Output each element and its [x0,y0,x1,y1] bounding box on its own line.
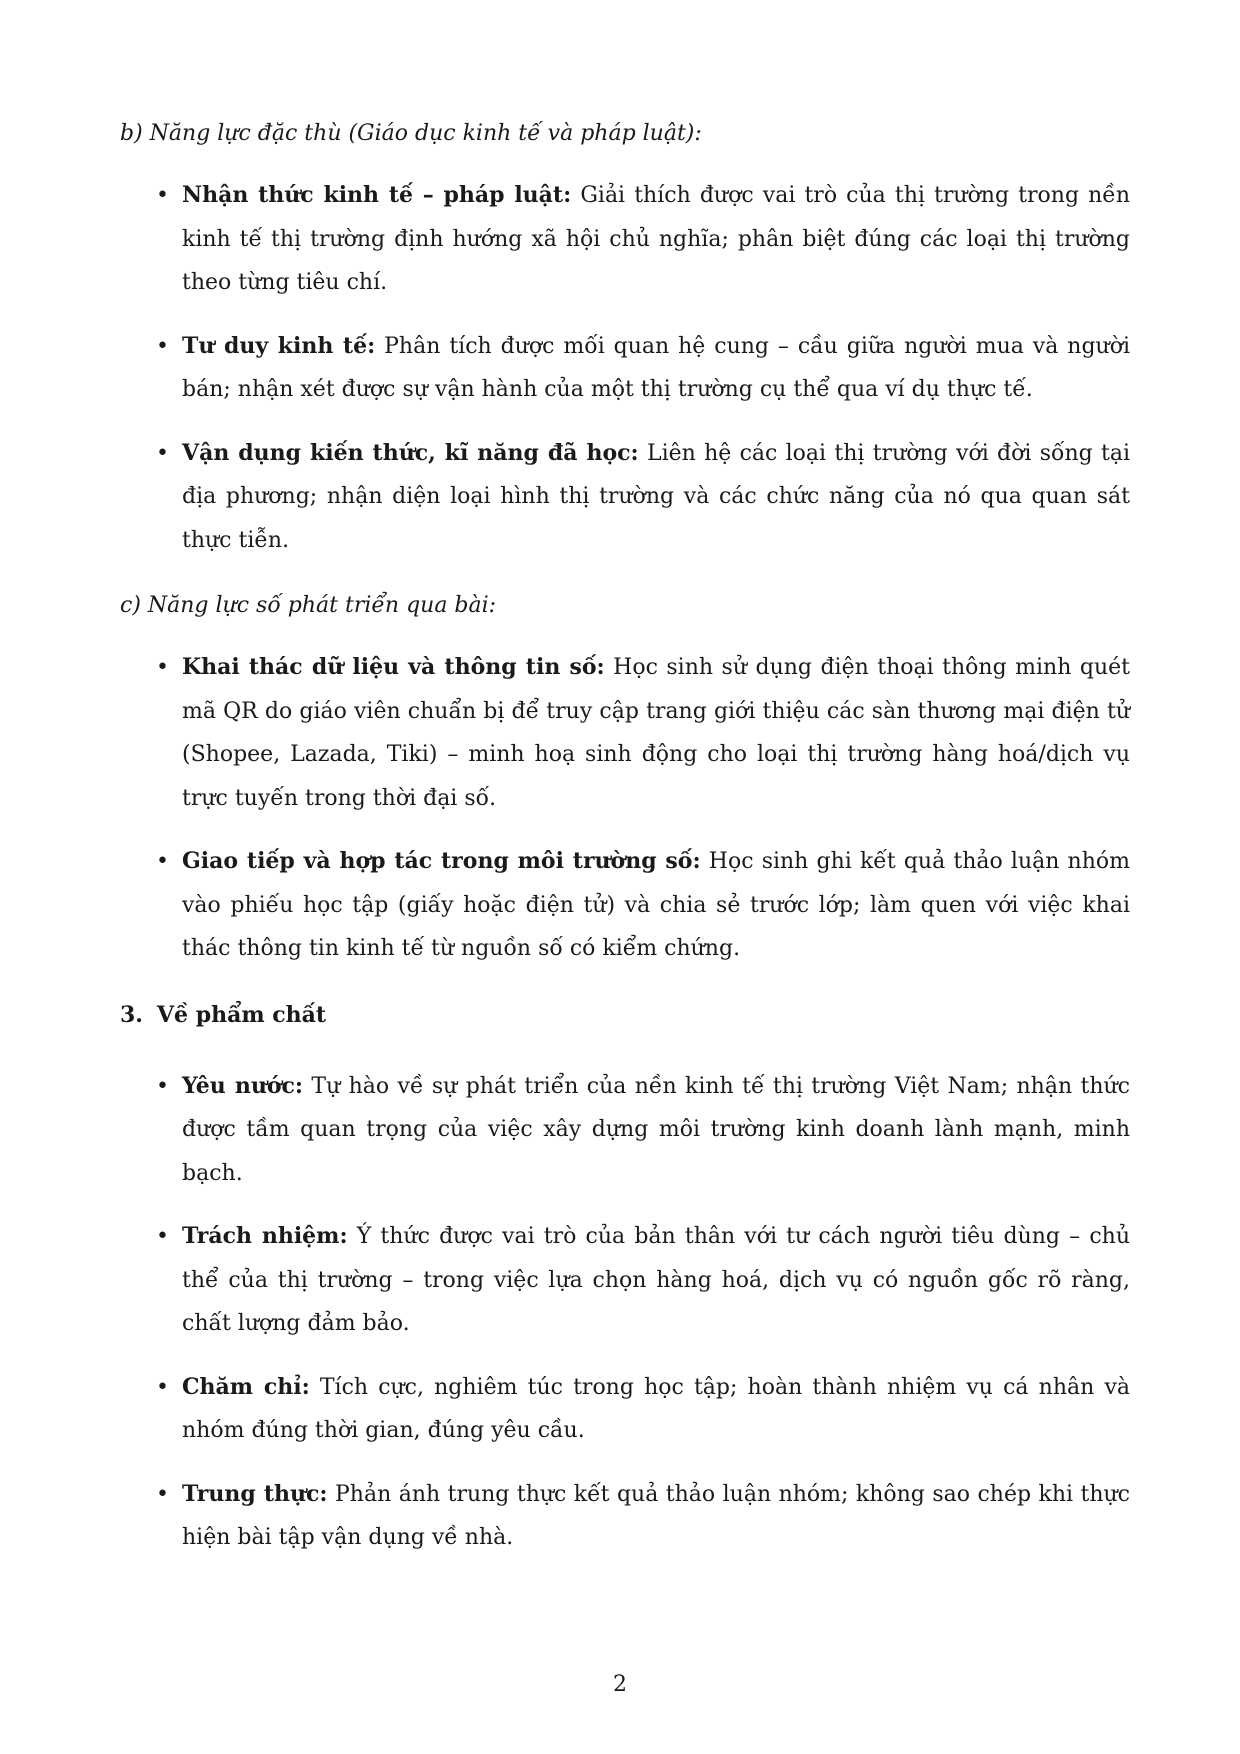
item-text: Phản ánh trung thực kết quả thảo luận nhóm; không sao chép khi thực hiện bài tập vận dụng về nhà. [182,1481,1130,1550]
section-3-list [120,1065,1130,1560]
item-text: Liên hệ các loại thị trường với đời sống tại địa phương; nhận diện loại hình thị trường và các chức năng của nó qua quan sát thực tiễn. [182,440,1130,553]
section-c-heading: c) Năng lực số phát triển qua bài: [120,593,497,618]
section-3-heading [120,993,1130,1037]
item-text: Tự hào về sự phát triển của nền kinh tế thị trường Việt Nam; nhận thức được tầm quan trọng của việc xây dựng môi trường kinh doanh lành mạnh, minh bạch. [182,1073,1130,1186]
section-c-list [120,646,1130,971]
bullet-icon: • [156,183,169,208]
section-b-heading: b) Năng lực đặc thù (Giáo dục kinh tế và pháp luật): [120,121,702,146]
bullet-icon: • [156,1374,169,1400]
list-item [120,1215,1130,1346]
list-item [120,1366,1130,1453]
item-text: Phân tích được mối quan hệ cung – cầu giữa người mua và người bán; nhận xét được sự vận hành của một thị trường cụ thể qua ví dụ thực tế. [182,333,1130,402]
item-term: Trách nhiệm: [182,1223,348,1249]
item-term: Giao tiếp và hợp tác trong môi trường số: [182,848,701,874]
list-item [120,840,1130,971]
item-text: Tích cực, nghiêm túc trong học tập; hoàn thành nhiệm vụ cá nhân và nhóm đúng thời gian, đúng yêu cầu. [182,1374,1130,1443]
bullet-icon: • [156,1224,169,1249]
list-item [120,646,1130,820]
bullet-icon: • [156,1073,169,1099]
bullet-icon: • [156,333,169,359]
item-text: Giải thích được vai trò của thị trường trong nền kinh tế thị trường định hướng xã hội chủ nghĩa; phân biệt đúng các loại thị trường theo từng tiêu chí. [182,183,1131,295]
item-text: Học sinh ghi kết quả thảo luận nhóm vào phiếu học tập (giấy hoặc điện tử) và chia sẻ trước lớp; làm quen với việc khai thác thông tin kinh tế từ nguồn số có kiểm chứng. [182,849,1130,961]
item-term: Vận dụng kiến thức, kĩ năng đã học: [182,439,639,466]
bullet-icon: • [156,440,169,466]
list-item [120,1065,1130,1196]
item-term: Trung thực: [182,1480,328,1507]
page-number: 2 [613,1672,627,1697]
section-title: Về phẩm chất [156,1001,327,1028]
item-term: Yêu nước: [182,1072,304,1099]
bullet-icon: • [156,849,169,874]
item-text: Học sinh sử dụng điện thoại thông minh quét mã QR do giáo viên chuẩn bị để truy cập trang giới thiệu các sàn thương mại điện tử (Shopee, Lazada, Tiki) – minh hoạ sinh động cho loại thị trường hàng hoá/dịch vụ trực tuyến trong thời đại số. [182,655,1130,811]
list-item [120,325,1130,412]
bullet-icon: • [156,655,169,680]
list-item [120,1473,1130,1560]
item-term: Chăm chỉ: [182,1373,310,1400]
section-number: 3. [120,1001,143,1028]
document-page [120,112,1130,1580]
item-term: Tư duy kinh tế: [182,332,376,359]
bullet-icon: • [156,1481,169,1507]
item-term: Nhận thức kinh tế – pháp luật: [182,182,572,208]
list-item [120,174,1130,305]
list-item [120,432,1130,563]
section-b-list [120,174,1130,562]
item-term: Khai thác dữ liệu và thông tin số: [182,654,605,680]
item-text: Ý thức được vai trò của bản thân với tư cách người tiêu dùng – chủ thể của thị trường – trong việc lựa chọn hàng hoá, dịch vụ có nguồn gốc rõ ràng, chất lượng đảm bảo. [182,1224,1130,1336]
